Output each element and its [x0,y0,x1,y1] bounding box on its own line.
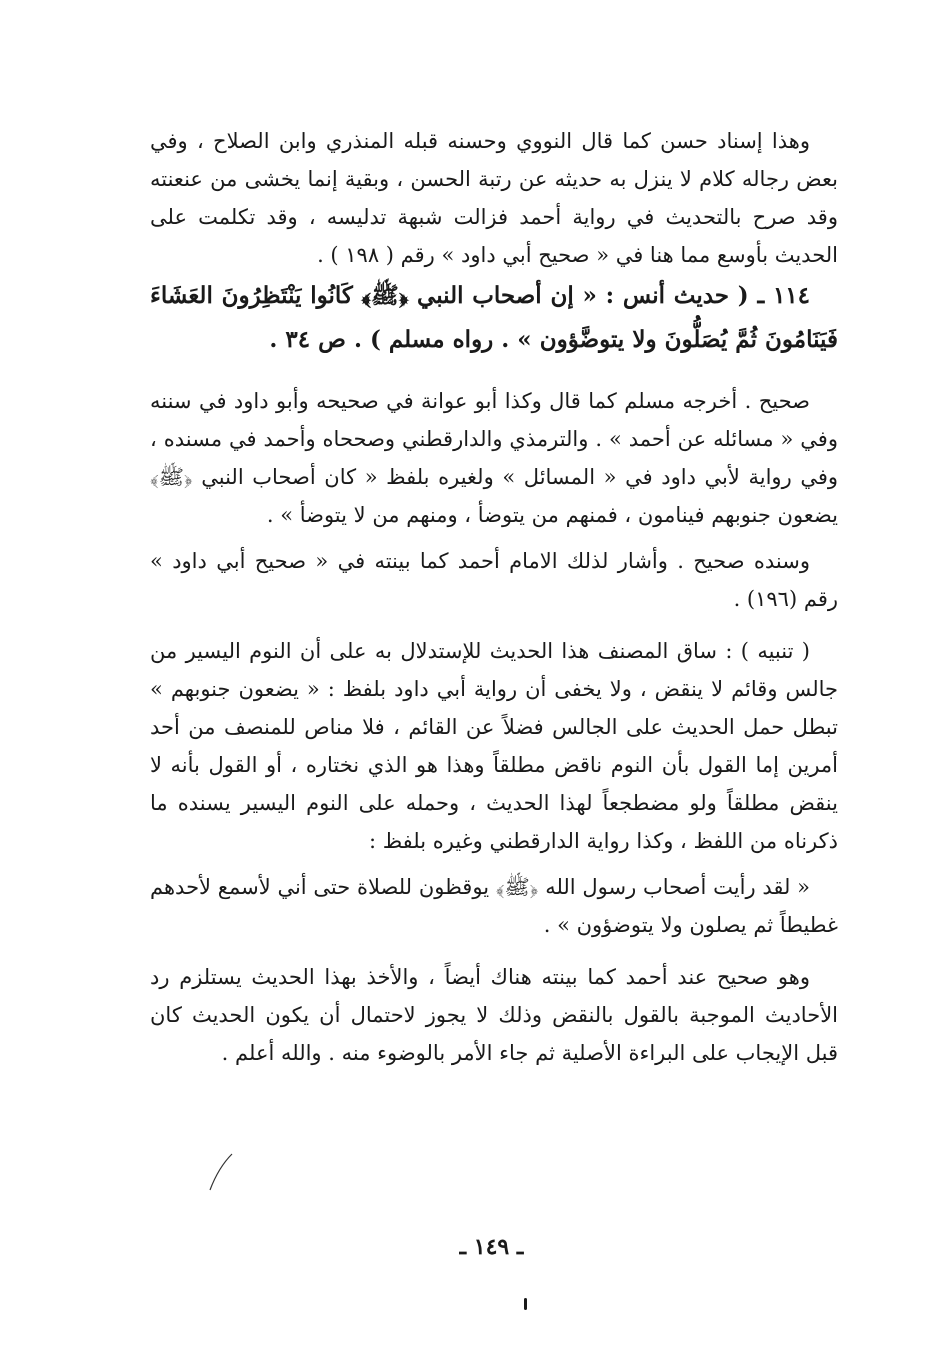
paragraph-quoted-report: « لقد رأيت أصحاب رسول الله ﴿ﷺ﴾ يوقظون للصلاة حتى أني لأسمع لأحدهم غطيطاً ثم يصلون ولا يتوضؤون » . [150,875,838,937]
hadith-number: ١١٤ ـ [757,282,810,309]
paragraph-sanad: وسنده صحيح . وأشار لذلك الامام أحمد كما بينته في « صحيح أبي داود » رقم (١٩٦) . [150,549,838,611]
paragraph-isnad-assessment: وهذا إسناد حسن كما قال النووي وحسنه قبله المنذري وابن الصلاح ، وفي بعض رجاله كلام لا ينزل به حديثه عن رتبة الحسن ، وبقية إنما يخشى من عنعنته وقد صرح بالتحديث في رواية أحمد فزالت شبهة تدليسه ، وقد تكلمت على الحديث بأوسع مما هنا في « صحيح أبي داود » رقم ( ١٩٨ ) . [150,129,838,267]
footer-tick-mark [524,1298,527,1310]
paragraph-takhrij: صحيح . أخرجه مسلم كما قال وكذا أبو عوانة في صحيحه وأبو داود في سننه وفي « مسائله عن أحمد » . والترمذي والدارقطني وصححاه وأحمد في مسنده ، وفي رواية لأبي داود في « المسائل » ولغيره بلفظ « كان أصحاب النبي ﴿ﷺ﴾ يضعون جنوبهم فينامون ، فمنهم من يتوضأ ، ومنهم من لا يتوضأ » . [150,389,838,527]
hadith-114-heading [150,274,838,362]
pen-stroke-mark [206,1152,236,1192]
page-number: ـ ١٤٩ ـ [459,1234,524,1260]
paragraph-conclusion: وهو صحيح عند أحمد كما بينته هناك أيضاً ، والأخذ بهذا الحديث يستلزم رد الأحاديث الموجبة بالقول بالنقض وذلك لا يجوز لاحتمال أن يكون الحديث كان قبل الإيجاب على البراءة الأصلية ثم جاء الأمر بالوضوء منه . والله أعلم . [150,965,838,1065]
hadith-text: ( حديث أنس : « إن أصحاب النبي ﴿ﷺ﴾ كَانُوا يَنْتَظِرُونَ العَشَاءَ فَيَنَامُونَ ثُمَّ يُصَلُّونَ ولا يتوضَّؤون » . رواه مسلم ) . ص ٣٤ . [150,282,838,353]
paragraph-tanbih: ( تنبيه ) : ساق المصنف هذا الحديث للإستدلال به على أن النوم اليسير من جالس وقائم لا ينقض ، ولا يخفى أن رواية أبي داود بلفظ : « يضعون جنوبهم » تبطل حمل الحديث على الجالس فضلاً عن القائم ، فلا مناص للمنصف من أحد أمرين إما القول بأن النوم ناقض مطلقاً وهذا هو الذي نختاره ، أو القول بأنه لا ينقض مطلقاً ولو مضطجعاً لهذا الحديث ، وحمله على النوم اليسير يسنده ما ذكرناه من اللفظ ، وكذا رواية الدارقطني وغيره بلفظ : [150,639,838,853]
page-body [150,122,838,1072]
page-footer [0,1234,925,1260]
